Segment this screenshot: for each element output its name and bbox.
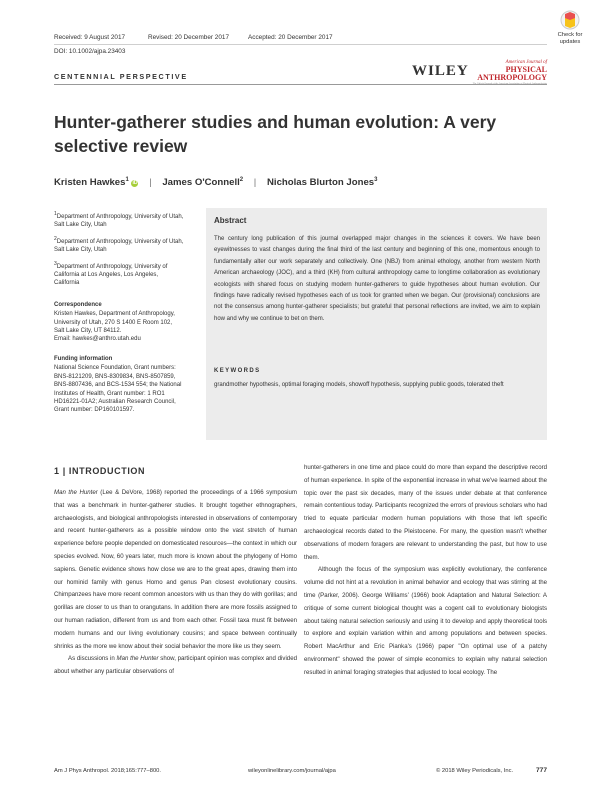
author-affil-sup: 2 [239,177,244,183]
check-for-updates-badge[interactable] [548,8,592,48]
affiliation-text: Department of Anthropology, University of California at Los Angeles, Los Angeles, California [54,263,168,287]
footer-copyright: © 2018 Wiley Periodicals, Inc. [436,768,514,774]
footer-citation: Am J Phys Anthropol. 2018;165:777–800. [54,768,161,774]
paragraph-text: (Lee & DeVore, 1968) reported the proceedings of a 1966 symposium that was a benchmark in hunter-gatherer studies. It brought together ethnographers, archaeologists, and biological anthropologists interested in observations of contemporary and recent hunter-gatherers as a possible window onto the vast stretch of human experience before people depended on domesticated resources—the context in which our species evolved. Now, 60 years later, much more is known about the phylogeny of Homo sapiens. Genetic evidence shows how close we are to the great apes, drawing them into our hominid family with genus Homo and genus Pan closest evolutionary cousins. Chimpanzees have more recent common ancestors with us than they do with gorillas; and gorillas are closer to us than to orangutans. In addition there are more fossils assigned to our human radiation, different from us and from each other. Fossil taxa must fit between modern humans and our living evolutionary cousins; and space between continually shrinks as the more we know about their social behavior the more like us they seem. [54,489,297,650]
revised-date: Revised: 20 December 2017 [148,34,229,41]
received-date: Received: 9 August 2017 [54,34,126,41]
abstract-box [206,208,547,440]
affiliation-text: Department of Anthropology, University of Utah, Salt Lake City, Utah [54,214,184,229]
author-list [54,177,377,188]
article-title [54,110,544,158]
page-number: 777 [536,767,548,774]
journal-logo [472,60,547,85]
header-rule [54,44,547,45]
affiliation [54,235,184,255]
abstract-text: The century long publication of this journal overlapped major changes in the sciences it covers. We have been eyewitnesses to vast changes during the final third of the last century and beginning of this one, momentous enough to fundamentally alter our work separately and collectively. One (NBJ) from animal ethology, another from western North American archaeology (JOC), and a third (KH) from cultural anthropology came to longtime collaboration as evolutionary ecologists with shared focus on studying modern hunter-gatherers to guide hypotheses about human evolution. Our findings have radically revised hypotheses each of us took for granted when we began. Our (provisional) conclusions are not the consensus among hunter-gatherer specialists; but grateful that personal reflections are invited, we aim to explain how and why we continue to bet on them. [214,236,540,322]
introduction-heading: 1 | INTRODUCTION [54,466,146,476]
badge-line-2: updates [559,39,581,45]
paragraph-text: As discussions in [68,655,117,663]
journal-main-1: PHYSICAL [505,65,547,74]
orcid-icon[interactable]: iD [132,180,138,187]
affiliation-text: Department of Anthropology, University of Utah, Salt Lake City, Utah [54,238,184,254]
body-paragraph [54,487,297,653]
author-separator: | [149,177,152,189]
affiliation [54,260,184,288]
accepted-date: Accepted: 20 December 2017 [248,34,333,41]
body-paragraph [54,653,297,679]
author-affil-sup: 1 [125,177,129,183]
correspondence-email[interactable]: Email: hawkes@anthro.utah.edu [54,336,141,343]
keywords-text: grandmother hypothesis, optimal foraging models, showoff hypothesis, supplying public goods, tolerated theft [214,382,504,388]
abstract-heading: Abstract [214,216,247,225]
author-name[interactable]: Kristen Hawkes [54,177,126,189]
affiliation-sup: 1 [54,211,57,217]
funding-heading: Funding information [54,355,113,362]
author-name[interactable]: Nicholas Blurton Jones [266,177,375,189]
author-separator: | [253,177,257,189]
author-name[interactable]: James O'Connell [162,177,240,189]
keywords-label: KEYWORDS [214,368,261,374]
journal-tagline: The Official Journal of the American Association of Physical Anthropologists [472,82,547,85]
affiliation-sup: 3 [54,260,57,267]
paragraph-text: show, participant opinion was complex and divided about whether any particular observations of [54,655,297,676]
badge-line-1: Check for [557,32,583,38]
affiliation [54,210,184,230]
funding-text: National Science Foundation, Grant numbers: BNS-8121209, BNS-8309834, BNS-8507859, BNS-8807436, and BCS-1534 554; the National Institutes of Health, Grant number: 1 RO1 HD16221-01A2; Australian Research Council, Grant number: DP160101597. [54,365,182,414]
body-right-column [304,462,547,680]
italic-title: Man the Hunter [54,489,98,496]
title-line-2: selective review [54,136,188,156]
italic-title: Man the Hunter [116,655,159,663]
correspondence-heading: Correspondence [54,301,102,308]
doi-link[interactable]: DOI: 10.1002/ajpa.23403 [54,48,126,55]
section-label: CENTENNIAL PERSPECTIVE [54,72,188,81]
author-affil-sup: 3 [374,177,378,183]
wiley-logo: WILEY [412,63,469,79]
correspondence-text: Kristen Hawkes, Department of Anthropology, University of Utah, 270 S 1400 E Room 102, Salt Lake City, UT 84112. [54,311,175,335]
body-paragraph: hunter-gatherers in one time and place could do more than expand the descriptive record of human experience. In spite of the exponential increase in what we've learned about the topic over the past six decades, many of the issues under debate at that conference remain contentious today. Participants recognized the errors of previous scholars who had tried to equate particular modern human populations with those that left specific archaeological records dated to the Pleistocene. For many, the question wasn't whether observations of modern foragers are relevant to understanding the past, but how to use them. [304,464,547,561]
journal-small: American Journal of [505,60,547,65]
affiliation-sup: 2 [54,235,57,242]
title-line-1: Hunter-gatherer studies and human evolution: A very [54,112,497,132]
body-left-column [54,487,297,679]
sidebar [54,210,184,420]
footer-url[interactable]: wileyonlinelibrary.com/journal/ajpa [248,768,336,774]
journal-main-2: ANTHROPOLOGY [477,73,547,82]
body-paragraph: Although the focus of the symposium was explicitly evolutionary, the conference volume did not hint at a revolution in animal behavior and ecology that was stirring at the time (Parker, 2006). George Williams' (1966) book Adaptation and Natural Selection: A critique of some current biological thought was a cogent call to evolutionary biologists about taking natural selection seriously and using it to develop and apply theoretical tools to explore and explain variation within and among populations and between species. Robert MacArthur and Eric Pianka's (1966) paper "On optimal use of a patchy environment" showed the power of simple economics to explain why natural selection resulted in animal foraging strategies that adjusted to local ecology. The [304,566,547,676]
